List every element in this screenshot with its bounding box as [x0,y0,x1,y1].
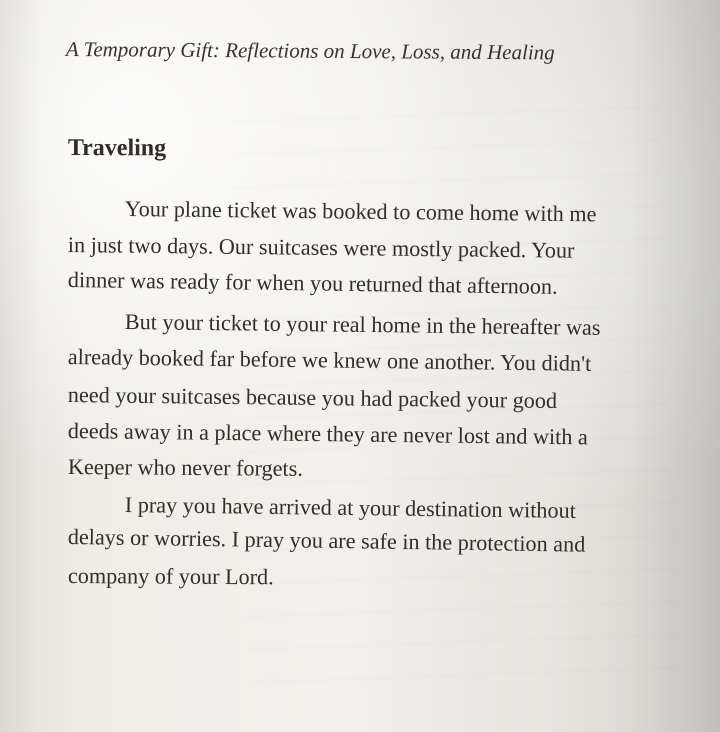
body-line: I pray you have arrived at your destination without [124,492,577,523]
body-line: already booked far before we knew one another. You didn't [67,344,592,376]
body-line: delays or worries. I pray you are safe in the protection and [67,524,586,557]
left-page-shadow [0,0,40,732]
book-header: A Temporary Gift: Reflections on Love, Loss, and Healing [65,37,555,65]
body-line: company of your Lord. [67,563,274,590]
section-heading: Traveling [67,135,167,162]
body-line: need your suitcases because you had packed your good [67,382,558,413]
body-line: in just two days. Our suitcases were mostly packed. Your [67,232,575,263]
body-line: Your plane ticket was booked to come home with me [124,196,597,227]
body-line: deeds away in a place where they are never lost and with a [67,418,588,450]
body-line: But your ticket to your real home in the hereafter was [124,309,601,340]
body-line: Keeper who never forgets. [67,454,303,481]
body-line: dinner was ready for when you returned that afternoon. [67,267,558,299]
